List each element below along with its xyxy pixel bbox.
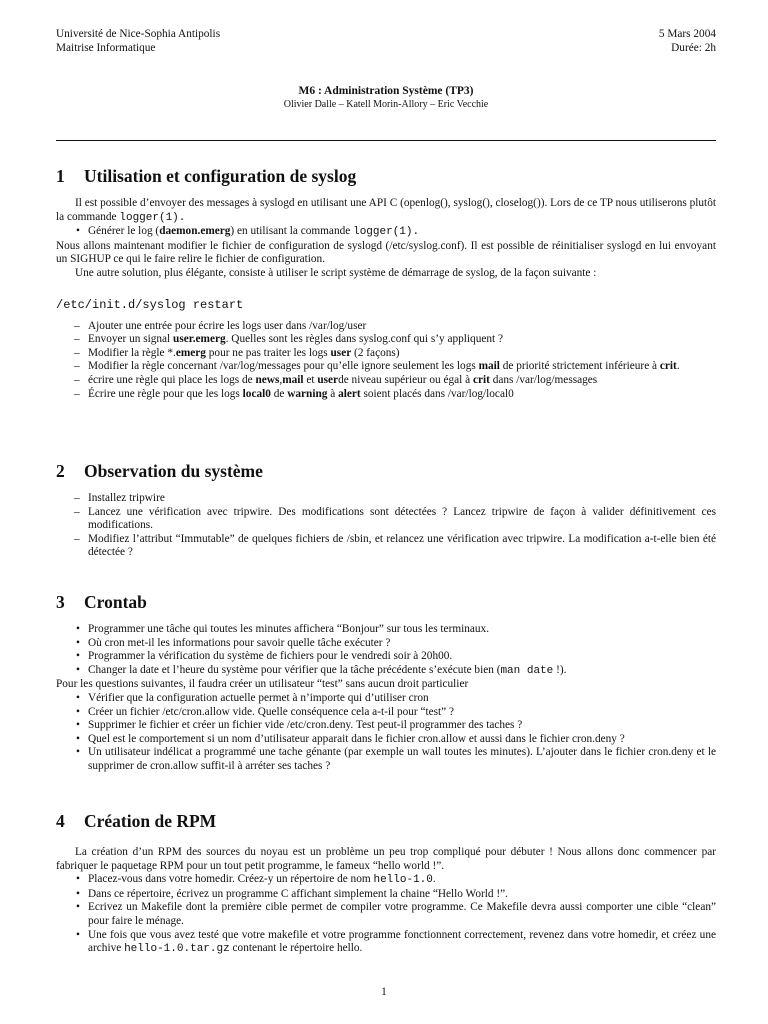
list-item: – Installez tripwire [56,492,716,506]
list-item: • Placez-vous dans votre homedir. Créez-y un répertoire de nom hello-1.0. [56,873,716,888]
list-item: – écrire une règle qui place les logs de news,mail et userde niveau supérieur ou égal à crit dans /var/log/messages [56,374,716,388]
list-item: – Lancez une vérification avec tripwire. Des modifications sont détectées ? Lancez tripwire de façon à valider définitivement ces modifications. [56,506,716,533]
list-item: • Changer la date et l’heure du système pour vérifier que la tâche précédente s’exécute bien (man date !). [56,664,716,679]
section-heading: 3 Crontab [56,592,147,612]
document-authors: Olivier Dalle – Katell Morin-Allory – Eric Vecchie [283,99,489,110]
section-heading: 2 Observation du système [56,461,263,481]
list-item: • Une fois que vous avez testé que votre makefile et votre programme fonctionnent correctement, revenez dans votre homedir, et créez une archive hello-1.0.tar.gz contenant le répertoire hello. [56,929,716,957]
list-item: – Écrire une règle pour que les logs local0 de warning à alert soient placés dans /var/log/local0 [56,388,716,402]
document-date: 5 Mars 2004 [658,28,716,40]
university-name: Université de Nice-Sophia Antipolis [56,28,221,40]
list-item: • Vérifier que la configuration actuelle permet à n’importe qui d’utiliser cron [56,692,716,706]
document-title: M6 : Administration Système (TP3) [298,85,474,97]
section-heading: 1 Utilisation et configuration de syslog [56,166,357,186]
paragraph: La création d’un RPM des sources du noyau est un problème un peu trop compliqué pour débuter ! Nous allons donc commencer par fabriquer le paquetage RPM pour un tout petit programme, le fameux “hello world !”. [56,846,716,872]
paragraph: Nous allons maintenant modifier le fichier de configuration de syslogd (/etc/syslog.conf). Il est possible de réinitialiser syslogd en lui envoyant un SIGHUP ce qui le faire relire le fichier de configuration. [56,239,716,266]
list-item: – Modifier la règle *.emerg pour ne pas traiter les logs user (2 façons) [56,347,716,361]
document-header [56,28,716,55]
section-heading: 4 Création de RPM [56,811,217,831]
list-item: – Ajouter une entrée pour écrire les logs user dans /var/log/user [56,320,716,334]
command-line: /etc/init.d/syslog restart [56,297,244,312]
list-item: • Où cron met-il les informations pour savoir quelle tâche exécuter ? [56,637,716,651]
title-block [56,84,716,112]
list-item: • Programmer la vérification du système de fichiers pour le vendredi soir à 20h00. [56,650,716,664]
list-item: • Créer un fichier /etc/cron.allow vide. Quelle conséquence cela a-t-il pour “test” ? [56,706,716,720]
list-item: • Programmer une tâche qui toutes les minutes affichera “Bonjour” sur tous les terminaux. [56,623,716,637]
list-item: • Un utilisateur indélicat a programmé une tache génante (par exemple un wall toutes les minutes). L’ajouter dans le fichier cron.deny et le supprimer de cron.allow suffit-il à arréter ses taches ? [56,746,716,773]
section-syslog [56,166,716,401]
list-item: • Quel est le comportement si un nom d’utilisateur apparait dans le fichier cron.allow et aussi dans le fichier cron.deny ? [56,733,716,747]
page-number: 1 [381,986,387,998]
title-divider [56,140,716,141]
document-duration: Durée: 2h [671,41,716,54]
list-item: • Générer le log (daemon.emerg) en utilisant la commande logger(1). [56,225,716,240]
paragraph: Pour les questions suivantes, il faudra créer un utilisateur “test” sans aucun droit particulier [56,678,469,691]
list-item: • Ecrivez un Makefile dont la première cible permet de compiler votre programme. Ce Makefile devra aussi comporter une cible “clean” pour faire le ménage. [56,901,716,928]
program-name: Maitrise Informatique [56,41,156,54]
section-observation [56,461,716,560]
list-item: – Modifier la règle concernant /var/log/messages pour qu’elle ignore seulement les logs mail de priorité strictement inférieure à crit. [56,360,716,374]
paragraph: Une autre solution, plus élégante, consiste à utiliser le script système de démarrage de syslog, de la façon suivante : [75,266,597,279]
section-rpm [56,811,716,957]
section-crontab [56,592,716,774]
paragraph: Il est possible d’envoyer des messages à syslogd en utilisant une API C (openlog(), syslog(), closelog()). Lors de ce TP nous utiliserons plutôt la commande logger(1). [56,197,716,224]
list-item: • Supprimer le fichier et créer un fichier vide /etc/cron.deny. Test peut-il programmer des taches ? [56,719,716,733]
list-item: – Envoyer un signal user.emerg. Quelles sont les règles dans syslog.conf qui s’y appliquent ? [56,333,716,347]
list-item: – Modifiez l’attribut “Immutable” de quelques fichiers de /sbin, et relancez une vérification avec tripwire. La modification a-t-elle bien été détectée ? [56,533,716,560]
list-item: • Dans ce répertoire, écrivez un programme C affichant simplement la chaine “Hello World !”. [56,888,716,902]
